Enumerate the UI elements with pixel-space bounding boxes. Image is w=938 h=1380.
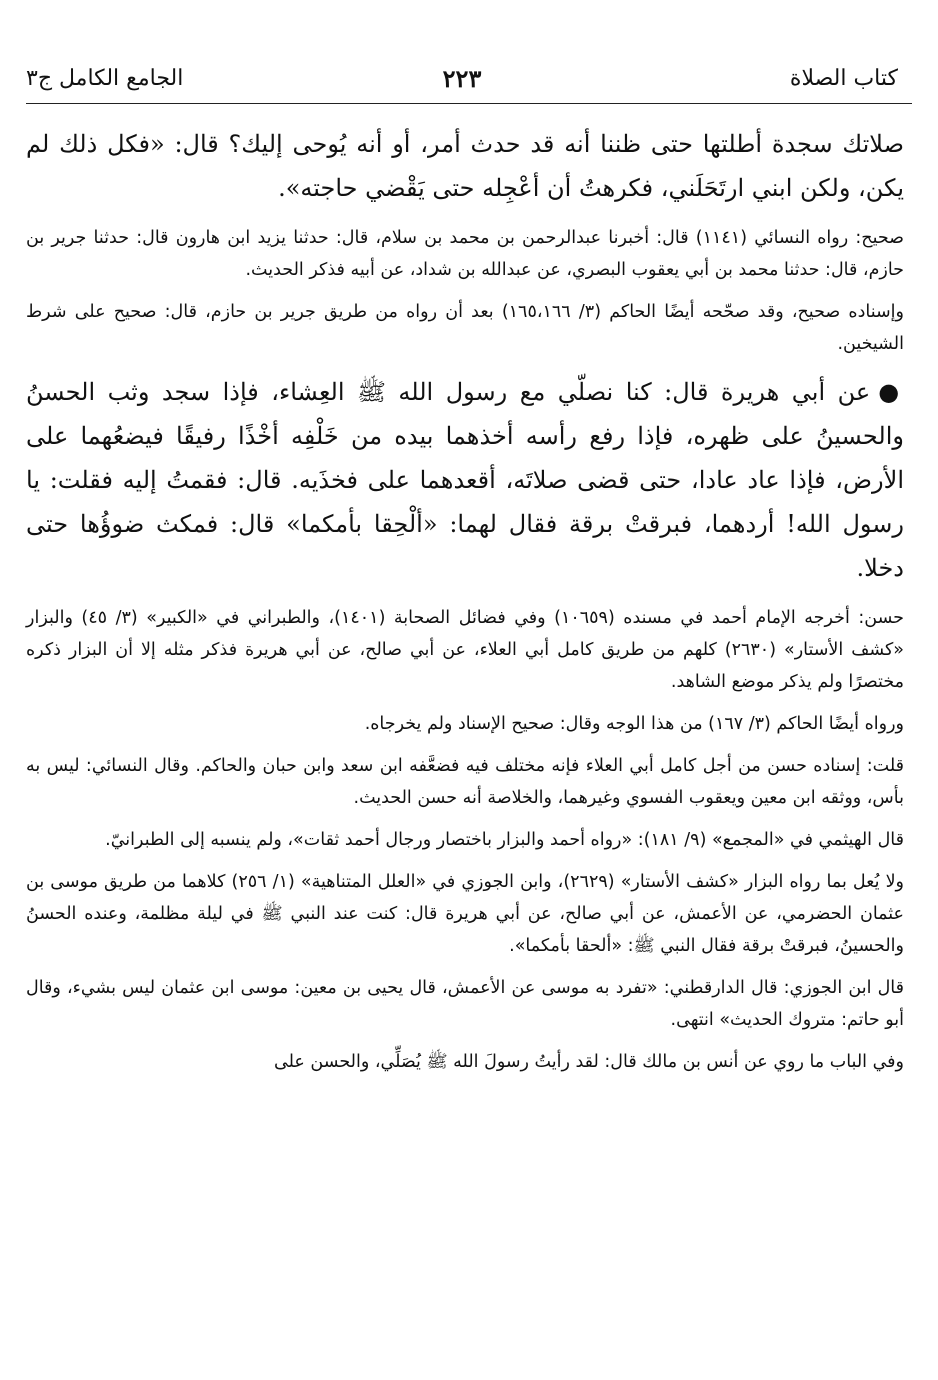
header-book-section: كتاب الصلاة <box>789 66 898 91</box>
header-volume-title: الجامع الكامل ج٣ <box>26 66 184 91</box>
paragraph-text: قال الهيثمي في «المجمع» (٩/ ١٨١): «رواه أحمد والبزار باختصار ورجال أحمد ثقات»، ولم ينسبه إلى الطبرانيّ. <box>105 830 904 850</box>
paragraph-text: ولا يُعل بما رواه البزار «كشف الأستار» (٢٦٢٩)، وابن الجوزي في «العلل المتناهية» (١/ ٢٥٦) كلاهما من طريق موسى بن عثمان الحضرمي، عن الأعمش، عن أبي صالح، عن أبي هريرة قال: كنت عند النبي ﷺ في ليلة مظلمة، وعنده الحسنُ والحسينُ، فبرقتْ برقة فقال النبي ﷺ: «ألحقا بأمكما». <box>26 872 904 956</box>
page-number: ٢٢٣ <box>442 64 482 93</box>
running-header <box>26 58 898 102</box>
commentary-note <box>26 972 904 1036</box>
commentary-note <box>26 1046 904 1078</box>
paragraph-text: عن أبي هريرة قال: كنا نصلّي مع رسول الله ﷺ العِشاء، فإذا سجد وثب الحسنُ والحسينُ على ظهره، فإذا رفع رأسه أخذهما بيده من خَلْفِه أخْذًا رفيقًا فيضعُهما على الأرض، فإذا عاد عادا، حتى قضى صلاتَه، أقعدهما على فخذَيه. قال: فقمتُ إليه فقلت: يا رسول الله! أردهما، فبرقتْ برقة فقال لهما: «ألْحِقا بأمكما» قال: فمكث ضوؤُها حتى دخلا. <box>26 378 904 582</box>
paragraph-text: ورواه أيضًا الحاكم (٣/ ١٦٧) من هذا الوجه وقال: صحيح الإسناد ولم يخرجاه. <box>364 714 904 734</box>
header-divider <box>26 103 912 104</box>
paragraph-text: قال ابن الجوزي: قال الدارقطني: «تفرد به موسى عن الأعمش، قال يحيى بن معين: موسى ابن عثمان ليس بشيء، وقال أبو حاتم: متروك الحديث» انتهى. <box>26 978 904 1030</box>
hadith-text-continuation <box>26 122 904 210</box>
paragraph-text: وفي الباب ما روي عن أنس بن مالك قال: لقد رأيتُ رسولَ الله ﷺ يُصَلِّي، والحسن على <box>274 1052 904 1072</box>
hadith-text <box>26 370 904 590</box>
paragraph-text: وإسناده صحيح، وقد صحّحه أيضًا الحاكم (٣/ ١٦٥،١٦٦) بعد أن رواه من طريق جرير بن حازم، قال: صحيح على شرط الشيخين. <box>26 302 904 354</box>
paragraph-text: صحيح: رواه النسائي (١١٤١) قال: أخبرنا عبدالرحمن بن محمد بن سلام، قال: حدثنا يزيد ابن هارون قال: حدثنا جرير بن حازم، قال: حدثنا محمد بن أبي يعقوب البصري، عن عبدالله بن شداد، عن أبيه فذكر الحديث. <box>26 228 905 280</box>
paragraph-text: قلت: إسناده حسن من أجل كامل أبي العلاء فإنه مختلف فيه فضعَّفه ابن سعد وابن حبان والحاكم. وقال النسائي: ليس به بأس، ووثقه ابن معين ويعقوب الفسوي وغيرهما، والخلاصة أنه حسن الحديث. <box>26 756 904 808</box>
commentary-note <box>26 296 904 360</box>
commentary-note <box>26 824 904 856</box>
page-body <box>26 122 904 1088</box>
commentary-note <box>26 866 904 962</box>
commentary-note <box>26 708 904 740</box>
bullet-icon: ● <box>878 378 904 406</box>
takhrij-note <box>26 602 904 698</box>
commentary-note <box>26 750 904 814</box>
takhrij-note <box>26 222 904 286</box>
paragraph-text: حسن: أخرجه الإمام أحمد في مسنده (١٠٦٥٩) وفي فضائل الصحابة (١٤٠١)، والطبراني في «الكبير» (٣/ ٤٥) والبزار «كشف الأستار» (٢٦٣٠) كلهم من طريق كامل أبي العلاء، عن أبي صالح، عن أبي هريرة فذكر مثله إلا أن البزار ذكره مختصرًا ولم يذكر موضع الشاهد. <box>26 608 904 692</box>
paragraph-text: صلاتك سجدة أطلتها حتى ظننا أنه قد حدث أمر، أو أنه يُوحى إليك؟ قال: «فكل ذلك لم يكن، ولكن ابني ارتَحَلَني، فكرهتُ أن أعْجِله حتى يَقْضي حاجته». <box>26 130 904 202</box>
